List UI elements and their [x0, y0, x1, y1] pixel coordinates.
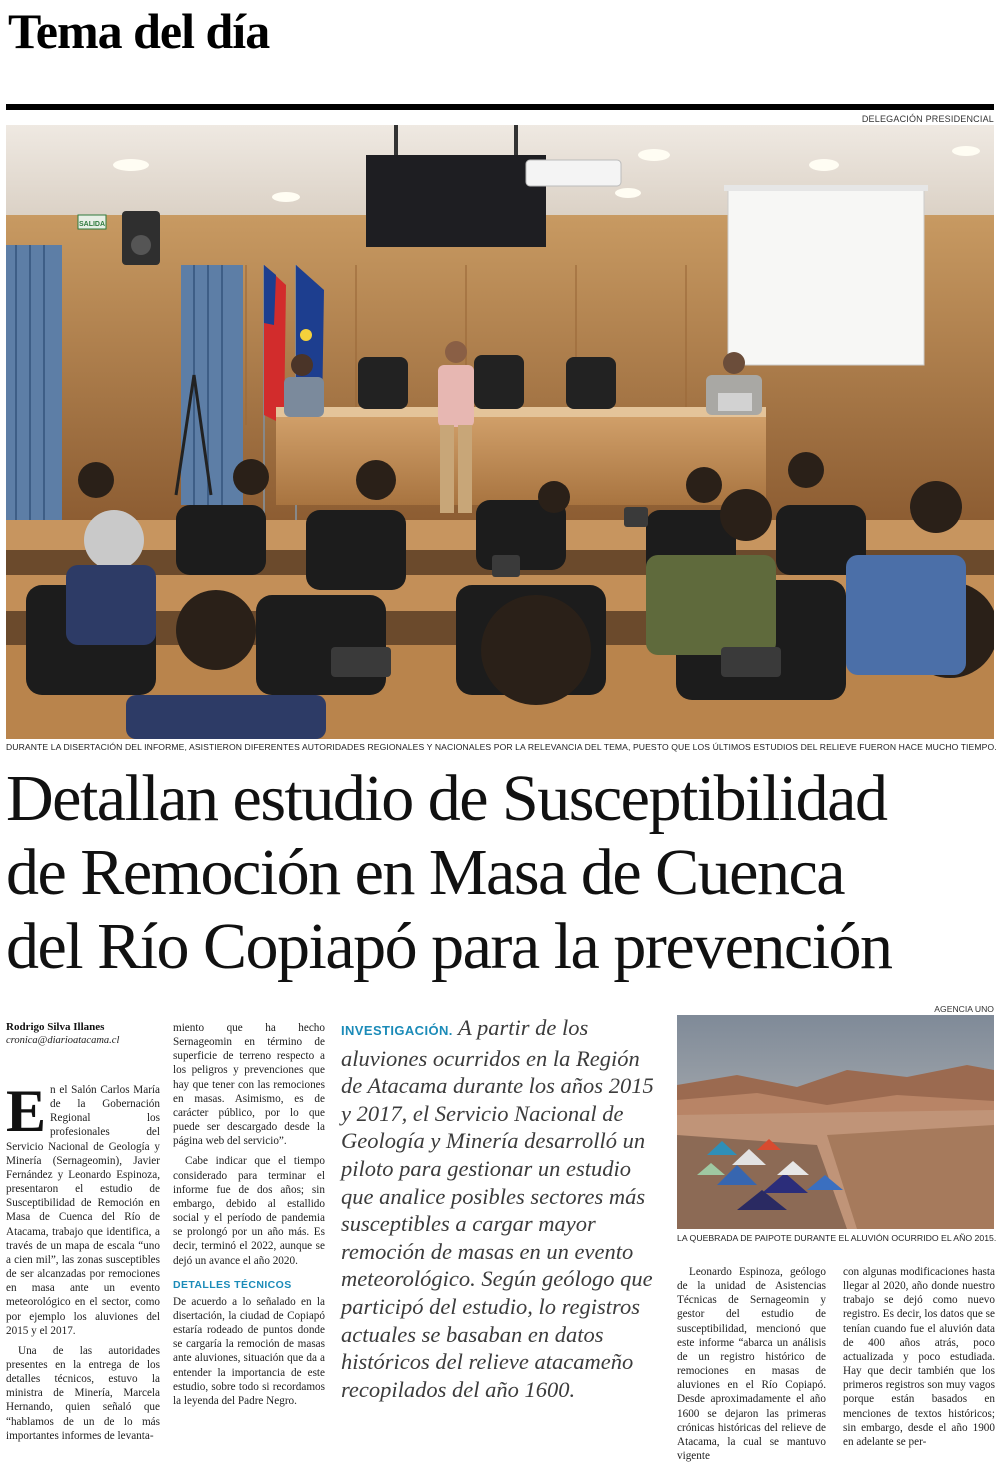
- lead-kicker: INVESTIGACIÓN.: [341, 1023, 453, 1038]
- second-photo: [677, 1015, 994, 1229]
- main-photo: [6, 125, 994, 739]
- article-column-1: [6, 1078, 160, 1443]
- byline-author: Rodrigo Silva Illanes: [6, 1021, 105, 1033]
- paragraph: De acuerdo a lo señalado en la disertación, la ciudad de Copiapó estaría rodeado de puntos donde se cargaría la remoción de masas ante aluviones, situación que da a entender la importancia de este estudio, sobre todo si recordamos la leyenda del Padre Negro.: [173, 1295, 325, 1407]
- paragraph: [6, 1078, 160, 1338]
- section-title: Tema del día: [8, 3, 270, 59]
- headline: [6, 762, 996, 984]
- lead-paragraph: [341, 1014, 661, 1403]
- subhead-technical-details: DETALLES TÉCNICOS: [173, 1278, 292, 1291]
- paragraph: Cabe indicar que el tiempo considerado para terminar el informe fue de dos años; sin embargo, debido al estallido social y el período de pandemia se prolongó por un año más. Es decir, terminó el 2022, aunque se dejó un avance el año 2020.: [173, 1155, 325, 1267]
- main-photo-caption: DURANTE LA DISERTACIÓN DEL INFORME, ASISTIERON DIFERENTES AUTORIDADES REGIONALES Y NACIONALES POR LA RELEVANCIA DEL TEMA, PUESTO QUE LOS ÚLTIMOS ESTUDIOS DEL RELIEVE FUERON HACE MUCHO TIEMPO.: [6, 742, 997, 752]
- second-photo-caption: LA QUEBRADA DE PAIPOTE DURANTE EL ALUVIÓN OCURRIDO EL AÑO 2015.: [677, 1233, 997, 1243]
- article-column-2: [173, 1021, 325, 1408]
- lead-text: A partir de los aluviones ocurridos en la Región de Atacama durante los años 2015 y 2017, el Servicio Nacional de Geología y Minería desarrolló un piloto para gestionar un estudio que analice posibles sectores más susceptibles a cargar mayor remoción de masas en un evento meteorológico. Según geólogo que participó del estudio, lo registros actuales se basaban en datos históricos del relieve atacameño recopilados del año 1600.: [341, 1015, 654, 1402]
- drop-cap: E: [6, 1078, 47, 1144]
- paragraph: Leonardo Espinoza, geólogo de la unidad de Asistencias Técnicas de Sernageomin y gestor del estudio de susceptibilidad, mencionó que este informe “abarca un análisis de un registro histórico de remociones en masas de aluviones en el Río Copiapó. Desde aproximadamente el año 1600 se dejaron las primeras crónicas históricas del relieve de Atacama, la cual se mantuvo vigente: [677, 1266, 826, 1463]
- byline-email[interactable]: cronica@diarioatacama.cl: [6, 1035, 120, 1046]
- section-divider: [6, 104, 994, 110]
- exit-sign-text: SALIDA: [78, 221, 106, 228]
- paragraph-text: n el Salón Carlos María de la Gobernación Regional los profesionales del Servicio Nacional de Geología y Minería (Sernageomin), Javier Fernández y Leonardo Espinoza, presentaron el estudio de Susceptibilidad de Remoción en Masa de Cuenca del Río de Atacama, trabajo que identifica, a través de un mapa de escala “uno a cien mil”, las zonas susceptibles de ser alcanzadas por remociones en masa ante un evento meteorológico en el sector, como por ejemplo los aluviones del 2015 y el 2017.: [6, 1084, 160, 1337]
- article-column-4: [843, 1265, 995, 1449]
- headline-line-2: de Remoción en Masa de Cuenca: [6, 836, 845, 909]
- photo-credit: DELEGACIÓN PRESIDENCIAL: [861, 114, 994, 124]
- article-column-3: [677, 1265, 826, 1463]
- paragraph: Una de las autoridades presentes en la entrega de los detalles técnicos, estuvo la ministra de Minería, Marcela Hernando, quien señaló que “hablamos de un de lo más importantes informes de levanta-: [6, 1344, 160, 1442]
- headline-line-3: del Río Copiapó para la prevención: [6, 910, 892, 983]
- headline-line-1: Detallan estudio de Susceptibilidad: [6, 762, 887, 835]
- paragraph: miento que ha hecho Sernageomin en término de superficie de terreno respecto a los peligros y prevenciones que hay que tener con las remociones en masas. Asimismo, es de carácter público, por lo que puede ser descargado desde la página web del servicio”.: [173, 1022, 325, 1148]
- paragraph: con algunas modificaciones hasta llegar al 2020, año donde nuestro trabajo se dejó como nuevo registro. Es decir, los datos que se tenían cuando fue el aluvión data de 400 años atrás, poco actualizada y poco estudiada. Hay que decir también que los primeros registros son muy vagos porque están basados en menciones de textos históricos; sin embargo, desde el año 1900 en adelante se per-: [843, 1266, 995, 1448]
- second-photo-credit: AGENCIA UNO: [934, 1004, 994, 1014]
